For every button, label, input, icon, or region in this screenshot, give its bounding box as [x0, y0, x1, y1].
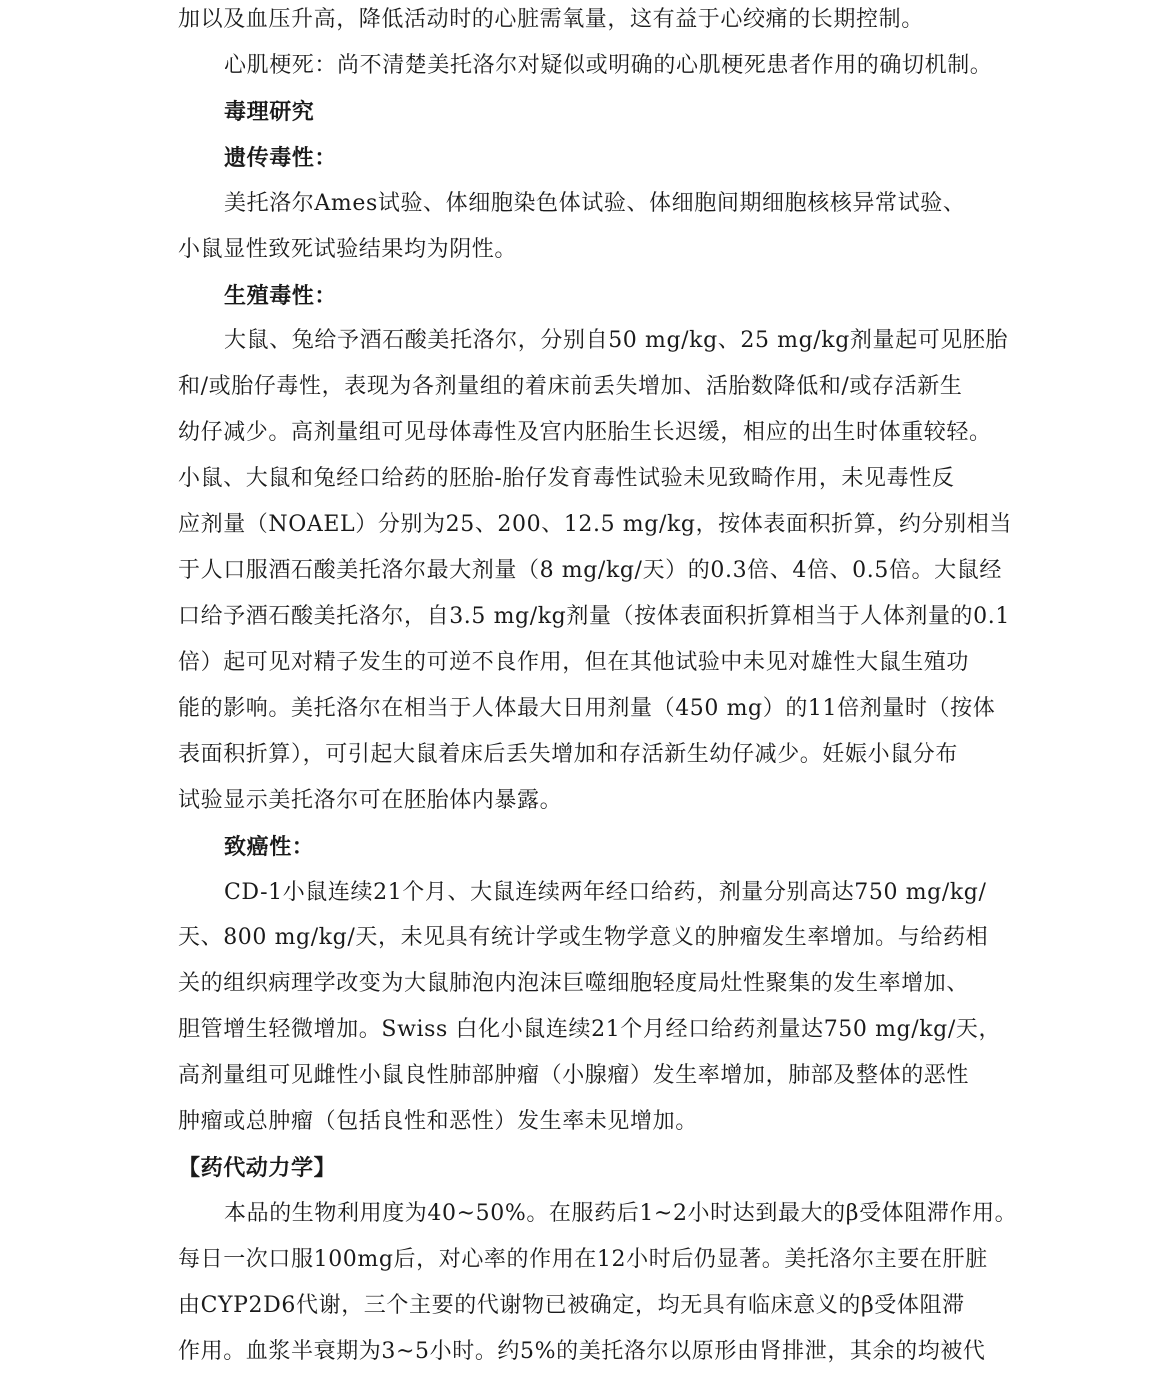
text-line: 胆管增生轻微增加。Swiss 白化小鼠连续21个月经口给药剂量达750 mg/kg/天， — [178, 1017, 1002, 1042]
text-line: 和/或胎仔毒性，表现为各剂量组的着床前丢失增加、活胎数降低和/或存活新生 — [178, 374, 963, 399]
text-line: 应剂量（NOAEL）分别为25、200、12.5 mg/kg，按体表面积折算，约分别相当 — [178, 512, 1012, 537]
text-line: 高剂量组可见雌性小鼠良性肺部肿瘤（小腺瘤）发生率增加，肺部及整体的恶性 — [178, 1063, 970, 1088]
text-line: 心肌梗死：尚不清楚美托洛尔对疑似或明确的心肌梗死患者作用的确切机制。 — [224, 53, 993, 78]
text-line: 幼仔减少。高剂量组可见母体毒性及宫内胚胎生长迟缓，相应的出生时体重较轻。 — [178, 420, 992, 445]
text-line: 本品的生物利用度为40~50%。在服药后1~2小时达到最大的β受体阻滞作用。 — [224, 1201, 1018, 1226]
text-line: 关的组织病理学改变为大鼠肺泡内泡沫巨噬细胞轻度局灶性聚集的发生率增加、 — [178, 971, 970, 996]
text-line: 表面积折算），可引起大鼠着床后丢失增加和存活新生幼仔减少。妊娠小鼠分布 — [178, 742, 959, 767]
text-line: 于人口服酒石酸美托洛尔最大剂量（8 mg/kg/天）的0.3倍、4倍、0.5倍。大鼠经 — [178, 558, 1002, 583]
section-heading: 毒理研究 — [224, 99, 315, 125]
text-line: 小鼠、大鼠和兔经口给药的胚胎-胎仔发育毒性试验未见致畸作用，未见毒性反 — [178, 466, 955, 491]
text-line: 加以及血压升高，降低活动时的心脏需氧量，这有益于心绞痛的长期控制。 — [178, 7, 924, 32]
text-line: 由CYP2D6代谢，三个主要的代谢物已被确定，均无具有临床意义的β受体阻滞 — [178, 1293, 965, 1318]
text-line: 口给予酒石酸美托洛尔，自3.5 mg/kg剂量（按体表面积折算相当于人体剂量的0.1 — [178, 604, 1010, 629]
text-line: 倍）起可见对精子发生的可逆不良作用，但在其他试验中未见对雄性大鼠生殖功 — [178, 650, 970, 675]
text-line: 每日一次口服100mg后，对心率的作用在12小时后仍显著。美托洛尔主要在肝脏 — [178, 1247, 988, 1272]
text-line: 天、800 mg/kg/天，未见具有统计学或生物学意义的肿瘤发生率增加。与给药相 — [178, 925, 989, 950]
subsection-heading: 遗传毒性： — [224, 145, 338, 171]
text-line: 试验显示美托洛尔可在胚胎体内暴露。 — [178, 788, 563, 813]
section-heading-pharmacokinetics: 【药代动力学】 — [178, 1155, 337, 1181]
text-line: 肿瘤或总肿瘤（包括良性和恶性）发生率未见增加。 — [178, 1109, 698, 1134]
text-line: 美托洛尔Ames试验、体细胞染色体试验、体细胞间期细胞核核异常试验、 — [224, 191, 966, 216]
text-line: 作用。血浆半衰期为3~5小时。约5%的美托洛尔以原形由肾排泄，其余的均被代 — [178, 1339, 986, 1364]
subsection-heading: 致癌性： — [224, 834, 315, 860]
subsection-heading: 生殖毒性： — [224, 283, 338, 309]
text-line: 小鼠显性致死试验结果均为阴性。 — [178, 237, 518, 262]
text-line: 大鼠、兔给予酒石酸美托洛尔，分别自50 mg/kg、25 mg/kg剂量起可见胚胎 — [224, 328, 1009, 353]
text-line: CD-1小鼠连续21个月、大鼠连续两年经口给药，剂量分别高达750 mg/kg/ — [224, 880, 987, 905]
text-line: 能的影响。美托洛尔在相当于人体最大日用剂量（450 mg）的11倍剂量时（按体 — [178, 696, 996, 721]
